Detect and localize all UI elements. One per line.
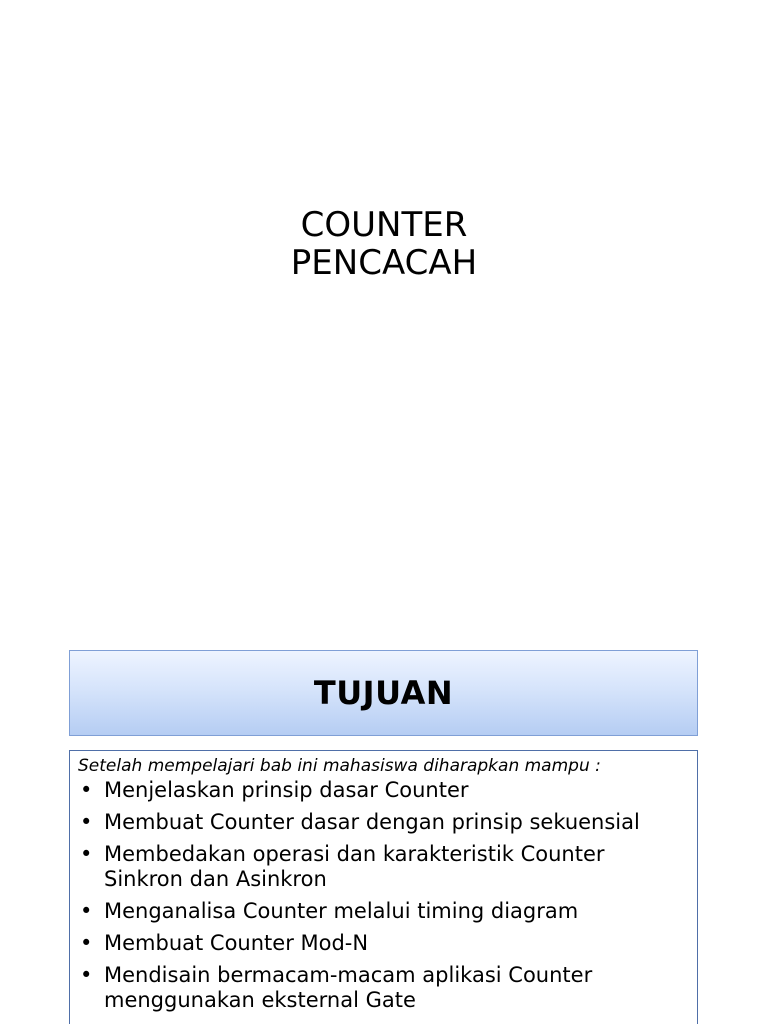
bullet-icon: • <box>80 842 93 866</box>
objective-item <box>78 931 689 956</box>
objective-item <box>78 899 689 924</box>
objectives-intro: Setelah mempelajari bab ini mahasiswa diharapkan mampu : <box>78 756 601 776</box>
tujuan-header-box <box>69 650 698 736</box>
objective-item <box>78 778 689 803</box>
bullet-icon: • <box>80 778 93 802</box>
objective-text: Membedakan operasi dan karakteristik Counter Sinkron dan Asinkron <box>104 842 605 891</box>
objective-text: Mendisain bermacam-macam aplikasi Counter menggunakan eksternal Gate <box>104 963 593 1012</box>
bullet-icon: • <box>80 810 93 834</box>
objective-item <box>78 963 689 1013</box>
slide-title <box>0 206 768 282</box>
objective-item <box>78 810 689 835</box>
bullet-icon: • <box>80 931 93 955</box>
objective-text: Menjelaskan prinsip dasar Counter <box>104 778 469 802</box>
objective-text: Membuat Counter dasar dengan prinsip sekuensial <box>104 810 640 834</box>
objectives-box <box>69 750 698 1024</box>
tujuan-heading: TUJUAN <box>313 674 454 712</box>
objective-item <box>78 842 689 892</box>
objective-text: Membuat Counter Mod-N <box>104 931 369 955</box>
bullet-icon: • <box>80 899 93 923</box>
objectives-list <box>78 778 689 1013</box>
title-line-counter: COUNTER <box>300 205 468 245</box>
objective-text: Menganalisa Counter melalui timing diagram <box>104 899 579 923</box>
title-line-pencacah: PENCACAH <box>290 243 478 283</box>
bullet-icon: • <box>80 963 93 987</box>
